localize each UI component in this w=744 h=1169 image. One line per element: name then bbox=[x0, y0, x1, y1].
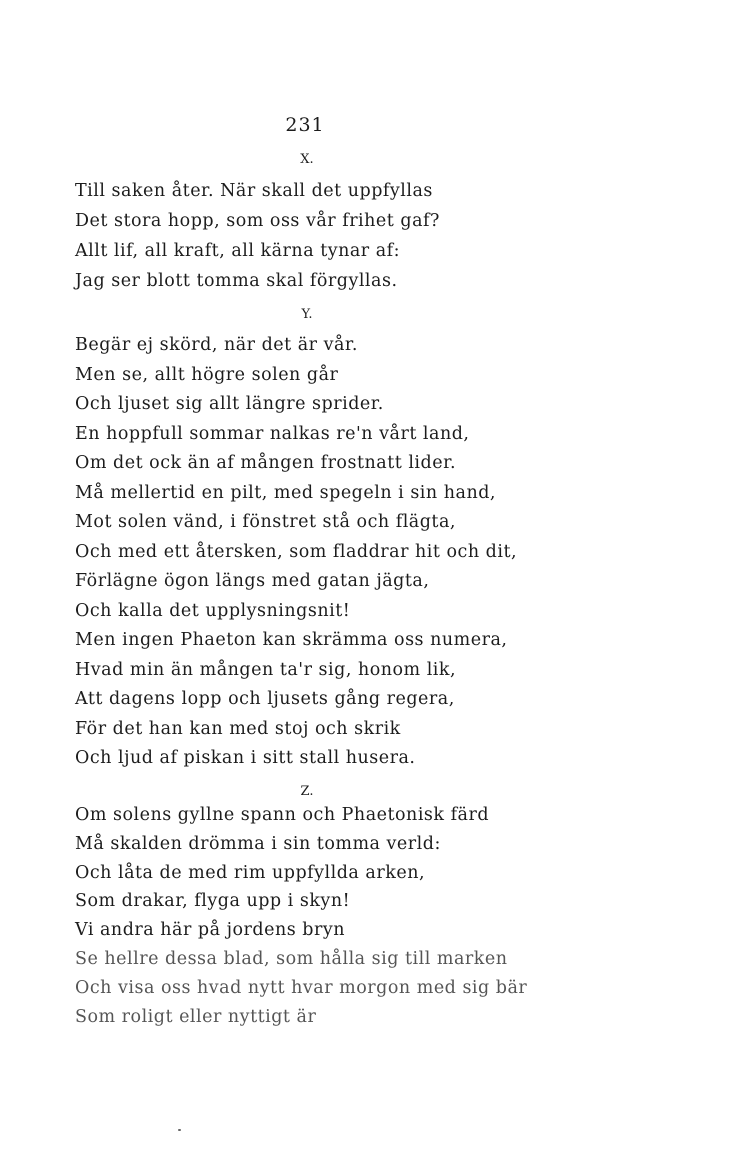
poem-line: Som drakar, flyga upp i skyn! bbox=[75, 891, 351, 912]
page-number: 231 bbox=[285, 114, 325, 136]
poem-line: Och låta de med rim uppfyllda arken, bbox=[75, 862, 426, 883]
poem-line: Det stora hopp, som oss vår frihet gaf? bbox=[75, 211, 440, 231]
poem-line: Men ingen Phaeton kan skrämma oss numera, bbox=[75, 630, 508, 650]
poem-line: Att dagens lopp och ljusets gång regera, bbox=[75, 689, 455, 709]
poem-line: Mot solen vänd, i fönstret stå och flägta, bbox=[75, 512, 456, 532]
poem-line: Och ljuset sig allt längre sprider. bbox=[75, 394, 384, 414]
stanza-z bbox=[75, 801, 595, 1031]
poem-line: Jag ser blott tomma skal förgyllas. bbox=[75, 271, 398, 291]
ink-speck bbox=[178, 1129, 181, 1131]
section-heading-z: Z. bbox=[300, 784, 314, 799]
stanza-y bbox=[75, 331, 595, 774]
poem-line: Och ljud af piskan i sitt stall husera. bbox=[75, 748, 416, 768]
poem-line: För det han kan med stoj och skrik bbox=[75, 718, 401, 739]
poem-line: Hvad min än mången ta'r sig, honom lik, bbox=[75, 659, 457, 680]
poem-line: Och kalla det upplysningsnit! bbox=[75, 600, 351, 621]
stanza-x bbox=[75, 176, 595, 296]
poem-line: Men se, allt högre solen går bbox=[75, 364, 339, 385]
poem-line: Allt lif, all kraft, all kärna tynar af: bbox=[75, 241, 401, 261]
poem-line: Se hellre dessa blad, som hålla sig till marken bbox=[75, 948, 508, 969]
section-heading-x: X. bbox=[300, 152, 314, 167]
poem-line: En hoppfull sommar nalkas re'n vårt land, bbox=[75, 423, 470, 444]
poem-line: Må skalden drömma i sin tomma verld: bbox=[75, 833, 441, 854]
poem-line: Och med ett återsken, som fladdrar hit och dit, bbox=[75, 541, 518, 562]
poem-line: Som roligt eller nyttigt är bbox=[75, 1006, 317, 1027]
poem-line: Vi andra här på jordens bryn bbox=[75, 920, 346, 941]
poem-line: Må mellertid en pilt, med spegeln i sin hand, bbox=[75, 482, 496, 503]
poem-line: Om solens gyllne spann och Phaetonisk färd bbox=[75, 805, 490, 825]
section-heading-y: Y. bbox=[301, 307, 313, 322]
poem-line: Till saken åter. När skall det uppfyllas bbox=[75, 181, 433, 201]
poem-line: Om det ock än af mången frostnatt lider. bbox=[75, 453, 457, 473]
poem-line: Förlägne ögon längs med gatan jägta, bbox=[75, 571, 430, 591]
poem-line: Begär ej skörd, när det är vår. bbox=[75, 335, 358, 355]
poem-line: Och visa oss hvad nytt hvar morgon med sig bär bbox=[75, 977, 528, 998]
